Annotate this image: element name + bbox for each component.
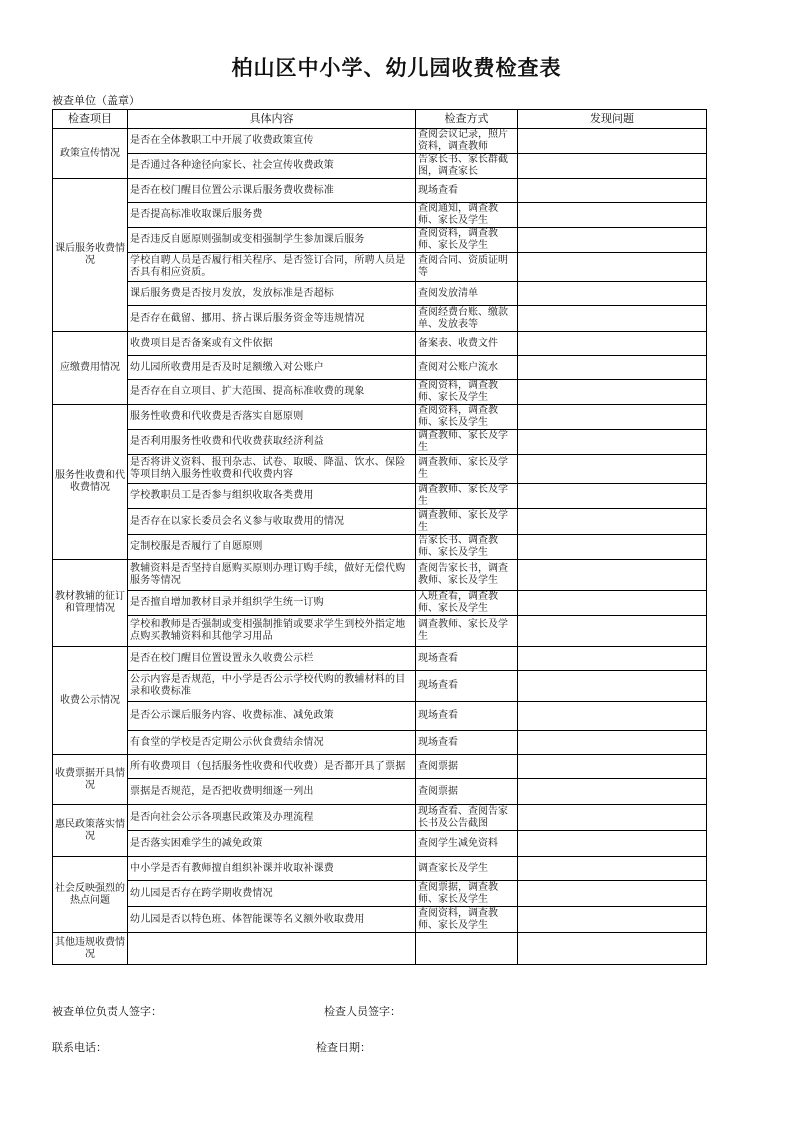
issue-cell[interactable] [518,881,707,907]
content-cell: 学校教职员工是否参与组织收取各类费用 [128,484,416,509]
category-cell: 其他违规收费情况 [53,933,128,965]
header-method: 检查方式 [416,110,518,129]
issue-cell[interactable] [518,430,707,455]
issue-cell[interactable] [518,405,707,430]
table-row [53,228,707,253]
issue-cell[interactable] [518,755,707,779]
content-cell: 课后服务费是否按月发放，发放标准是否超标 [128,282,416,306]
issue-cell[interactable] [518,805,707,831]
content-cell: 是否存在自立项目、扩大范围、提高标准收费的现象 [128,380,416,405]
method-cell: 调查教师、家长及学生 [416,616,518,647]
responsible-sign-label: 被查单位负责人签字： [52,1005,162,1018]
method-cell: 告家长书、调查教师、家长及学生 [416,535,518,560]
content-cell [128,933,416,965]
issue-cell[interactable] [518,253,707,282]
table-row [53,907,707,933]
issue-cell[interactable] [518,591,707,616]
table-row [53,154,707,179]
content-cell: 教辅资料是否坚持自愿购买原则办理订购手续，做好无偿代购服务等情况 [128,560,416,591]
method-cell: 现场查看 [416,647,518,671]
method-cell: 调查教师、家长及学生 [416,430,518,455]
method-cell: 现场查看 [416,671,518,702]
content-cell: 是否公示课后服务内容、收费标准、减免政策 [128,702,416,731]
table-row [53,881,707,907]
issue-cell[interactable] [518,616,707,647]
content-cell: 幼儿园是否存在跨学期收费情况 [128,881,416,907]
content-cell: 幼儿园是否以特色班、体智能课等名义额外收取费用 [128,907,416,933]
method-cell: 查阅资料，调查教师、家长及学生 [416,380,518,405]
method-cell: 查阅票据 [416,755,518,779]
issue-cell[interactable] [518,455,707,484]
issue-cell[interactable] [518,228,707,253]
inspected-unit-label: 被查单位（盖章） [52,94,140,107]
category-cell: 收费公示情况 [53,647,128,755]
table-row [53,755,707,779]
content-cell: 中小学是否有教师擅自组织补课并收取补课费 [128,857,416,881]
method-cell: 入班查看，调查教师、家长及学生 [416,591,518,616]
content-cell: 是否通过各种途径向家长、社会宣传收费政策 [128,154,416,179]
method-cell: 现场查看 [416,179,518,203]
header-issue: 发现问题 [518,110,707,129]
issue-cell[interactable] [518,933,707,965]
table-row [53,332,707,356]
table-row [53,702,707,731]
method-cell: 查阅经费台账、缴款单、发放表等 [416,306,518,332]
issue-cell[interactable] [518,332,707,356]
content-cell: 公示内容是否规范，中小学是否公示学校代购的教辅材料的目录和收费标准 [128,671,416,702]
table-row [53,535,707,560]
content-cell: 是否存在以家长委员会名义参与收取费用的情况 [128,509,416,535]
category-cell: 社会反映强烈的热点问题 [53,857,128,933]
content-cell: 学校和教师是否强制或变相强制推销或要求学生到校外指定地点购买教辅资料和其他学习用品 [128,616,416,647]
phone-label: 联系电话： [52,1041,107,1054]
table-row [53,179,707,203]
method-cell: 调查教师、家长及学生 [416,484,518,509]
method-cell: 查阅发放清单 [416,282,518,306]
method-cell: 查阅告家长书，调查教师、家长及学生 [416,560,518,591]
table-row [53,591,707,616]
method-cell: 调查教师、家长及学生 [416,455,518,484]
table-row [53,779,707,805]
inspection-table [52,109,707,965]
content-cell: 所有收费项目（包括服务性收费和代收费）是否都开具了票据 [128,755,416,779]
method-cell: 查阅对公账户流水 [416,356,518,380]
category-cell: 惠民政策落实情况 [53,805,128,857]
table-row [53,671,707,702]
content-cell: 票据是否规范，是否把收费明细逐一列出 [128,779,416,805]
content-cell: 是否在校门醒目位置公示课后服务费收费标准 [128,179,416,203]
category-cell: 课后服务收费情况 [53,179,128,332]
issue-cell[interactable] [518,857,707,881]
method-cell: 告家长书、家长群截图，调查家长 [416,154,518,179]
method-cell: 现场查看 [416,731,518,755]
issue-cell[interactable] [518,779,707,805]
content-cell: 是否存在截留、挪用、挤占课后服务资金等违规情况 [128,306,416,332]
issue-cell[interactable] [518,484,707,509]
table-row [53,509,707,535]
method-cell [416,933,518,965]
table-body [53,129,707,965]
table-row [53,831,707,857]
content-cell: 是否在校门醒目位置设置永久收费公示栏 [128,647,416,671]
table-row [53,282,707,306]
table-row [53,857,707,881]
issue-cell[interactable] [518,731,707,755]
page-title: 柏山区中小学、幼儿园收费检查表 [231,55,562,80]
table-row [53,647,707,671]
issue-cell[interactable] [518,179,707,203]
issue-cell[interactable] [518,509,707,535]
content-cell: 是否利用服务性收费和代收费获取经济利益 [128,430,416,455]
content-cell: 是否落实困难学生的减免政策 [128,831,416,857]
issue-cell[interactable] [518,129,707,154]
issue-cell[interactable] [518,154,707,179]
content-cell: 是否违反自愿原则强制或变相强制学生参加课后服务 [128,228,416,253]
table-row [53,253,707,282]
method-cell: 查阅会议记录，照片资料，调查教师 [416,129,518,154]
date-label: 检查日期： [316,1041,371,1054]
category-cell: 教材教辅的征订和管理情况 [53,560,128,647]
method-cell: 查阅资料，调查教师、家长及学生 [416,228,518,253]
content-cell: 服务性收费和代收费是否落实自愿原则 [128,405,416,430]
issue-cell[interactable] [518,282,707,306]
content-cell: 是否向社会公示各项惠民政策及办理流程 [128,805,416,831]
issue-cell[interactable] [518,535,707,560]
method-cell: 备案表、收费文件 [416,332,518,356]
method-cell: 查阅学生减免资料 [416,831,518,857]
content-cell: 学校自聘人员是否履行相关程序、是否签订合同，所聘人员是否具有相应资质。 [128,253,416,282]
category-cell: 收费票据开具情况 [53,755,128,805]
method-cell: 现场查看 [416,702,518,731]
content-cell: 是否在全体教职工中开展了收费政策宣传 [128,129,416,154]
method-cell: 现场查看、查阅告家长书及公告截图 [416,805,518,831]
table-row [53,484,707,509]
table-row [53,560,707,591]
issue-cell[interactable] [518,203,707,228]
table-row [53,455,707,484]
content-cell: 是否提高标准收取课后服务费 [128,203,416,228]
table-row [53,731,707,755]
method-cell: 查阅合同、资质证明等 [416,253,518,282]
table-row [53,430,707,455]
issue-cell[interactable] [518,702,707,731]
content-cell: 收费项目是否备案或有文件依据 [128,332,416,356]
issue-cell[interactable] [518,671,707,702]
issue-cell[interactable] [518,647,707,671]
issue-cell[interactable] [518,560,707,591]
method-cell: 查阅票据 [416,779,518,805]
inspector-sign-label: 检查人员签字： [324,1005,401,1018]
issue-cell[interactable] [518,831,707,857]
method-cell: 查阅资料，调查教师、家长及学生 [416,405,518,430]
content-cell: 有食堂的学校是否定期公示伙食费结余情况 [128,731,416,755]
table-row [53,933,707,965]
method-cell: 调查家长及学生 [416,857,518,881]
method-cell: 查阅资料，调查教师、家长及学生 [416,907,518,933]
table-row [53,356,707,380]
table-row [53,129,707,154]
table-row [53,306,707,332]
header-content: 具体内容 [128,110,416,129]
issue-cell[interactable] [518,306,707,332]
content-cell: 幼儿园所收费用是否及时足额缴入对公账户 [128,356,416,380]
issue-cell[interactable] [518,907,707,933]
category-cell: 服务性收费和代收费情况 [53,405,128,560]
table-row [53,380,707,405]
issue-cell[interactable] [518,356,707,380]
table-row [53,616,707,647]
issue-cell[interactable] [518,380,707,405]
header-row [53,110,707,129]
content-cell: 定制校服是否履行了自愿原则 [128,535,416,560]
content-cell: 是否擅自增加教材目录并组织学生统一订购 [128,591,416,616]
header-item: 检查项目 [53,110,128,129]
method-cell: 查阅票据，调查教师、家长及学生 [416,881,518,907]
method-cell: 调查教师、家长及学生 [416,509,518,535]
method-cell: 查阅通知，调查教师、家长及学生 [416,203,518,228]
table-row [53,203,707,228]
content-cell: 是否将讲义资料、报刊杂志、试卷、取暖、降温、饮水、保险等项目纳入服务性收费和代收费内容 [128,455,416,484]
table-row [53,805,707,831]
table-row [53,405,707,430]
category-cell: 政策宣传情况 [53,129,128,179]
category-cell: 应缴费用情况 [53,332,128,405]
